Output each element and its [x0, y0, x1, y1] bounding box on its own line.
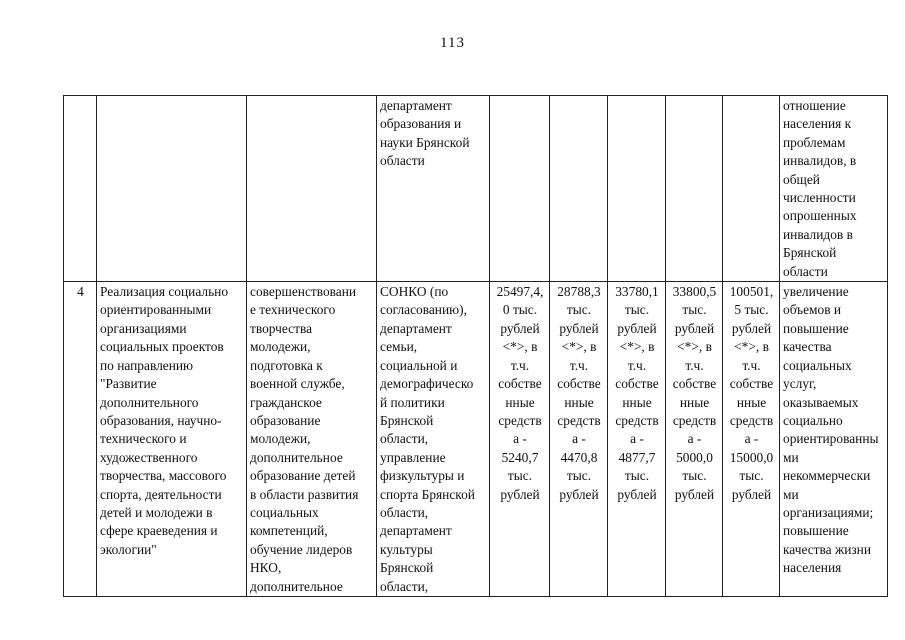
finance-cell-line: 100501, [729, 284, 774, 300]
finance-cell-line: т.ч. [510, 357, 530, 373]
finance-cell-line: нные [505, 394, 535, 410]
goal-cell-line: обучение лидеров [250, 541, 353, 557]
finance-cell-line: рублей [559, 486, 599, 502]
finance-cell-line: а - [744, 431, 759, 447]
executor-cell-line: области, [380, 578, 429, 594]
finance-cell [550, 96, 608, 282]
result-cell [780, 96, 888, 282]
finance-cell-line: тыс. [507, 468, 533, 484]
result-cell-line: инвалидов в [783, 226, 853, 242]
finance-cell-line: 33780,1 [615, 284, 659, 300]
event-cell-line: спорта, деятельности [100, 486, 222, 502]
event-cell-line: технического и [100, 431, 187, 447]
goal-cell-line: е технического [250, 302, 336, 318]
event-cell-line: детей и молодежи в [100, 504, 213, 520]
finance-cell-line: рублей [731, 486, 772, 502]
executor-cell-line: демографическо [380, 376, 474, 392]
result-cell-line: отношение [783, 98, 846, 113]
goal-cell [247, 282, 377, 597]
executor-cell-line: области, [380, 504, 429, 520]
result-cell-line: качества [783, 339, 832, 355]
table-row [64, 96, 888, 282]
finance-cell-line: 5000,0 [676, 449, 713, 465]
finance-cell-line: т.ч. [685, 357, 704, 373]
finance-cell [490, 96, 550, 282]
finance-cell [723, 282, 780, 597]
goal-cell-line: молодежи, [250, 339, 311, 355]
finance-cell-line: рублей [500, 486, 540, 502]
finance-cell-line: тыс. [682, 468, 707, 484]
finance-cell-line: 28788,3 [557, 284, 601, 300]
finance-cell-line: средств [672, 412, 717, 428]
finance-cell-line: рублей [731, 320, 772, 336]
executor-cell-line: й политики [380, 394, 445, 410]
goal-cell-line: компетенций, [250, 523, 328, 539]
goal-cell-line: молодежи, [250, 431, 311, 447]
executor-cell-line: области, [380, 431, 429, 447]
finance-cell-line: рублей [674, 486, 715, 502]
finance-cell-line: тыс. [566, 302, 592, 318]
executor-cell-line: департамент [380, 320, 452, 336]
result-cell-line: повышение [783, 523, 849, 539]
finance-cell-line: т.ч. [627, 357, 647, 373]
event-cell-line: творчества, массового [100, 468, 227, 484]
result-cell-line: услуг, [783, 376, 817, 392]
finance-cell-line: <*>, в [677, 339, 712, 355]
executor-cell-line: департамент [380, 523, 452, 539]
result-cell-line: Брянской [783, 245, 837, 261]
finance-cell-line: <*>, в [561, 339, 597, 355]
goal-cell-line: в области развития [250, 486, 359, 502]
executor-cell-line: образования и [380, 116, 462, 132]
table-row [64, 282, 888, 597]
finance-cell-line: рублей [617, 486, 657, 502]
finance-cell [608, 282, 666, 597]
result-cell-line: населения к [783, 116, 852, 132]
result-cell-line: области [783, 263, 828, 279]
finance-cell-line: средств [729, 412, 774, 428]
goal-cell-line: НКО, [250, 560, 282, 576]
executor-cell-line: Брянской [380, 560, 434, 576]
goal-cell-line: подготовка к [250, 357, 323, 373]
executor-cell-line: согласованию), [380, 302, 467, 318]
result-cell-line: повышение [783, 320, 849, 336]
row-number-cell [64, 96, 97, 282]
event-cell-line: сфере краеведения и [100, 523, 218, 539]
finance-cell-line: 5 тыс. [734, 302, 769, 318]
finance-cell-line: 33800,5 [672, 284, 717, 300]
goal-cell-line: совершенствовани [250, 284, 357, 300]
finance-cell-line: нные [622, 394, 652, 410]
finance-cell-line: собстве [557, 376, 601, 392]
event-cell-line: ориентированными [100, 302, 212, 318]
executor-cell-line: СОНКО (по [380, 284, 449, 300]
goal-cell-line: дополнительное [250, 578, 343, 594]
finance-cell [666, 282, 723, 597]
event-cell-line: экологии" [100, 541, 157, 557]
finance-cell [490, 282, 550, 597]
finance-cell-line: средств [615, 412, 659, 428]
finance-cell-line: тыс. [739, 468, 764, 484]
event-cell-line: социальных проектов [100, 339, 224, 355]
finance-cell-line: а - [687, 431, 702, 447]
finance-cell-line: <*>, в [619, 339, 655, 355]
result-cell-line: опрошенных [783, 208, 857, 224]
goal-cell-line: образование [250, 412, 321, 428]
result-cell-line: населения [783, 560, 842, 576]
finance-cell-line: нные [679, 394, 710, 410]
goal-cell-line: гражданское [250, 394, 322, 410]
finance-cell-line: рублей [674, 320, 715, 336]
finance-cell-line: рублей [617, 320, 657, 336]
result-cell-line: ориентированны [783, 431, 879, 447]
finance-cell-line: рублей [559, 320, 599, 336]
finance-cell-line: а - [630, 431, 644, 447]
executor-cell-line: семьи, [380, 339, 418, 355]
finance-cell [608, 96, 666, 282]
finance-cell-line: тыс. [624, 302, 650, 318]
event-cell [97, 282, 247, 597]
finance-cell-line: собстве [672, 376, 717, 392]
result-cell-line: общей [783, 171, 820, 187]
finance-cell [666, 96, 723, 282]
finance-cell-line: <*>, в [502, 339, 538, 355]
event-cell-line: образования, научно- [100, 412, 222, 428]
result-cell-line: некоммерчески [783, 468, 871, 484]
finance-cell-line: 4470,8 [560, 449, 598, 465]
result-cell-line: организациями; [783, 504, 874, 520]
executor-cell-line: социальной и [380, 357, 458, 373]
result-cell-line: качества жизни [783, 541, 871, 557]
executor-cell-line: науки Брянской [380, 134, 470, 150]
finance-cell-line: а - [572, 431, 586, 447]
finance-cell-line: 0 тыс. [502, 302, 538, 318]
result-cell-line: ми [783, 486, 799, 502]
result-cell [780, 282, 888, 597]
finance-cell-line: рублей [500, 320, 540, 336]
result-cell-line: инвалидов, в [783, 153, 857, 169]
executor-cell [377, 282, 490, 597]
event-cell-line: дополнительного [100, 394, 199, 410]
executor-cell [377, 96, 490, 282]
goal-cell-line: социальных [250, 504, 319, 520]
goal-cell-line: дополнительное [250, 449, 343, 465]
result-cell-line: оказываемых [783, 394, 859, 410]
executor-cell-line: культуры [380, 541, 433, 557]
goal-cell-line: творчества [250, 320, 313, 336]
event-cell-line: "Развитие [100, 376, 157, 392]
result-cell-line: социальных [783, 357, 852, 373]
result-cell-line: увеличение [783, 284, 849, 300]
finance-cell-line: тыс. [566, 468, 592, 484]
event-cell-line: организациями [100, 320, 187, 336]
row-number-cell: 4 [64, 282, 97, 597]
goal-cell [247, 96, 377, 282]
finance-cell-line: 25497,4, [496, 284, 544, 300]
finance-cell-line: нные [736, 394, 767, 410]
executor-cell-line: Брянской [380, 412, 434, 428]
executor-cell-line: управление [380, 449, 446, 465]
program-table [63, 95, 888, 597]
event-cell-line: художественного [100, 449, 198, 465]
event-cell-line: Реализация социально [100, 284, 229, 300]
finance-cell-line: нные [564, 394, 594, 410]
result-cell-line: ми [783, 449, 799, 465]
finance-cell-line: 4877,7 [618, 449, 656, 465]
event-cell-line: по направлению [100, 357, 194, 373]
result-cell-line: социально [783, 412, 843, 428]
finance-cell-line: <*>, в [734, 339, 769, 355]
finance-cell-line: собстве [729, 376, 774, 392]
result-cell-line: численности [783, 190, 856, 206]
finance-cell-line: средств [557, 412, 601, 428]
finance-cell-line: 15000,0 [729, 449, 774, 465]
finance-cell-line: средств [498, 412, 542, 428]
finance-cell-line: т.ч. [742, 357, 761, 373]
goal-cell-line: образование детей [250, 468, 356, 484]
finance-cell-line: собстве [498, 376, 542, 392]
finance-cell-line: т.ч. [569, 357, 589, 373]
finance-cell-line: 5240,7 [501, 449, 539, 465]
finance-cell-line: а - [513, 431, 527, 447]
finance-cell [723, 96, 780, 282]
result-cell-line: объемов и [783, 302, 842, 318]
page-number: 113 [440, 35, 465, 51]
executor-cell-line: департамент [380, 98, 452, 113]
finance-cell-line: собстве [615, 376, 659, 392]
executor-cell-line: области [380, 153, 425, 169]
finance-cell-line: тыс. [682, 302, 707, 318]
event-cell [97, 96, 247, 282]
executor-cell-line: спорта Брянской [380, 486, 475, 502]
executor-cell-line: физкультуры и [380, 468, 465, 484]
finance-cell-line: тыс. [624, 468, 650, 484]
finance-cell [550, 282, 608, 597]
goal-cell-line: военной службе, [250, 376, 345, 392]
result-cell-line: проблемам [783, 134, 846, 150]
